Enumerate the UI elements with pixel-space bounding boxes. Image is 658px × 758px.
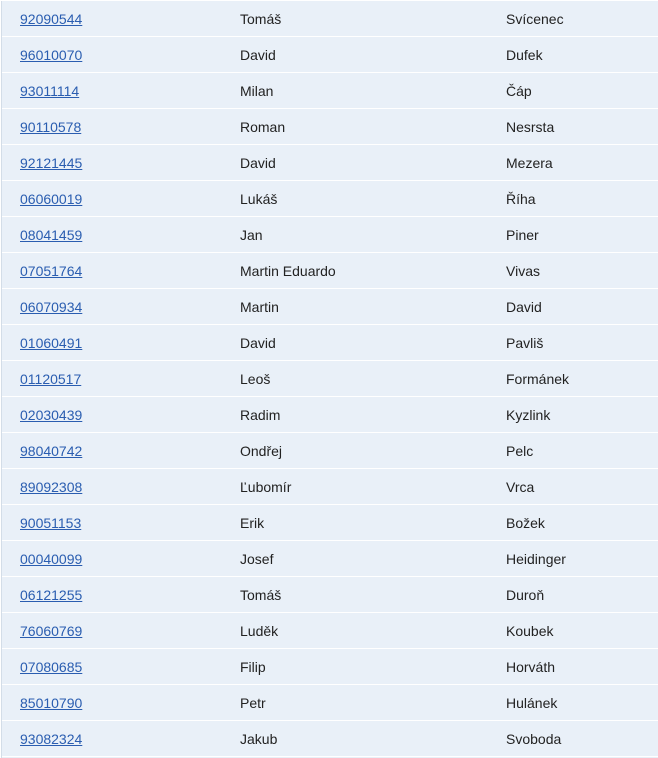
player-id-link[interactable]: 02030439 xyxy=(20,406,83,423)
table-row xyxy=(2,649,658,685)
player-id-cell xyxy=(2,299,220,315)
player-id-cell xyxy=(2,479,220,495)
last-name-cell: Pavliš xyxy=(506,334,544,351)
first-name-cell: Leoš xyxy=(240,370,271,387)
player-id-cell xyxy=(2,335,220,351)
players-table xyxy=(1,1,658,758)
player-id-link[interactable]: 76060769 xyxy=(20,622,83,639)
first-name-cell: David xyxy=(240,154,276,171)
table-row xyxy=(2,181,658,217)
table-row xyxy=(2,289,658,325)
last-name-cell: David xyxy=(506,298,542,315)
player-id-link[interactable]: 93082324 xyxy=(20,730,83,747)
last-name-cell: Pelc xyxy=(506,442,534,459)
first-name-cell: Martin xyxy=(240,298,279,315)
last-name-cell: Koubek xyxy=(506,622,554,639)
table-row xyxy=(2,361,658,397)
last-name-cell: Vrca xyxy=(506,478,535,495)
player-id-link[interactable]: 96010070 xyxy=(20,46,83,63)
player-id-cell xyxy=(2,191,220,207)
last-name-cell: Kyzlink xyxy=(506,406,551,423)
player-id-cell xyxy=(2,83,220,99)
first-name-cell: David xyxy=(240,334,276,351)
table-row xyxy=(2,1,658,37)
player-id-link[interactable]: 06121255 xyxy=(20,586,83,603)
table-row xyxy=(2,37,658,73)
player-id-link[interactable]: 01060491 xyxy=(20,334,83,351)
player-id-cell xyxy=(2,407,220,423)
player-id-link[interactable]: 00040099 xyxy=(20,550,83,567)
table-row xyxy=(2,505,658,541)
player-id-link[interactable]: 85010790 xyxy=(20,694,83,711)
player-id-cell xyxy=(2,263,220,279)
table-row xyxy=(2,469,658,505)
last-name-cell: Duroň xyxy=(506,586,545,603)
first-name-cell: Ľubomír xyxy=(240,478,292,495)
player-id-cell xyxy=(2,155,220,171)
last-name-cell: Říha xyxy=(506,190,536,207)
player-id-cell xyxy=(2,695,220,711)
player-id-cell xyxy=(2,371,220,387)
player-id-link[interactable]: 90051153 xyxy=(20,514,82,531)
table-row xyxy=(2,541,658,577)
first-name-cell: David xyxy=(240,46,276,63)
player-id-cell xyxy=(2,47,220,63)
player-id-link[interactable]: 06070934 xyxy=(20,298,83,315)
player-id-cell xyxy=(2,11,220,27)
player-id-cell xyxy=(2,659,220,675)
player-id-link[interactable]: 92121445 xyxy=(20,154,83,171)
last-name-cell: Formánek xyxy=(506,370,570,387)
first-name-cell: Lukáš xyxy=(240,190,278,207)
first-name-cell: Erik xyxy=(240,514,265,531)
last-name-cell: Hulánek xyxy=(506,694,558,711)
table-row xyxy=(2,613,658,649)
player-id-cell xyxy=(2,443,220,459)
first-name-cell: Martin Eduardo xyxy=(240,262,336,279)
table-row xyxy=(2,253,658,289)
first-name-cell: Filip xyxy=(240,658,266,675)
player-id-link[interactable]: 07080685 xyxy=(20,658,83,675)
table-row xyxy=(2,145,658,181)
table-row xyxy=(2,217,658,253)
player-id-link[interactable]: 89092308 xyxy=(20,478,83,495)
first-name-cell: Roman xyxy=(240,118,286,135)
first-name-cell: Jakub xyxy=(240,730,278,747)
player-id-link[interactable]: 07051764 xyxy=(20,262,83,279)
last-name-cell: Horváth xyxy=(506,658,556,675)
last-name-cell: Svoboda xyxy=(506,730,562,747)
first-name-cell: Josef xyxy=(240,550,274,567)
first-name-cell: Petr xyxy=(240,694,266,711)
last-name-cell: Nesrsta xyxy=(506,118,555,135)
player-id-link[interactable]: 98040742 xyxy=(20,442,83,459)
last-name-cell: Čáp xyxy=(506,82,532,99)
last-name-cell: Vivas xyxy=(506,262,540,279)
first-name-cell: Radim xyxy=(240,406,281,423)
table-row xyxy=(2,325,658,361)
player-id-link[interactable]: 93011114 xyxy=(20,82,80,99)
first-name-cell: Milan xyxy=(240,82,274,99)
table-row xyxy=(2,577,658,613)
player-id-cell xyxy=(2,551,220,567)
last-name-cell: Heidinger xyxy=(506,550,566,567)
first-name-cell: Tomáš xyxy=(240,10,282,27)
player-id-cell xyxy=(2,515,220,531)
table-row xyxy=(2,721,658,757)
last-name-cell: Mezera xyxy=(506,154,553,171)
player-id-link[interactable]: 08041459 xyxy=(20,226,83,243)
table-row xyxy=(2,433,658,469)
last-name-cell: Božek xyxy=(506,514,545,531)
table-row xyxy=(2,685,658,721)
last-name-cell: Piner xyxy=(506,226,539,243)
player-id-cell xyxy=(2,623,220,639)
player-id-cell xyxy=(2,587,220,603)
table-row xyxy=(2,397,658,433)
player-id-cell xyxy=(2,119,220,135)
table-row xyxy=(2,109,658,145)
table-row xyxy=(2,73,658,109)
player-id-link[interactable]: 90110578 xyxy=(20,118,82,135)
last-name-cell: Svícenec xyxy=(506,10,564,27)
player-id-cell xyxy=(2,731,220,747)
player-id-link[interactable]: 92090544 xyxy=(20,10,83,27)
last-name-cell: Dufek xyxy=(506,46,543,63)
first-name-cell: Tomáš xyxy=(240,586,282,603)
player-id-link[interactable]: 01120517 xyxy=(20,370,82,387)
first-name-cell: Luděk xyxy=(240,622,279,639)
first-name-cell: Jan xyxy=(240,226,263,243)
first-name-cell: Ondřej xyxy=(240,442,283,459)
player-id-link[interactable]: 06060019 xyxy=(20,190,83,207)
player-id-cell xyxy=(2,227,220,243)
